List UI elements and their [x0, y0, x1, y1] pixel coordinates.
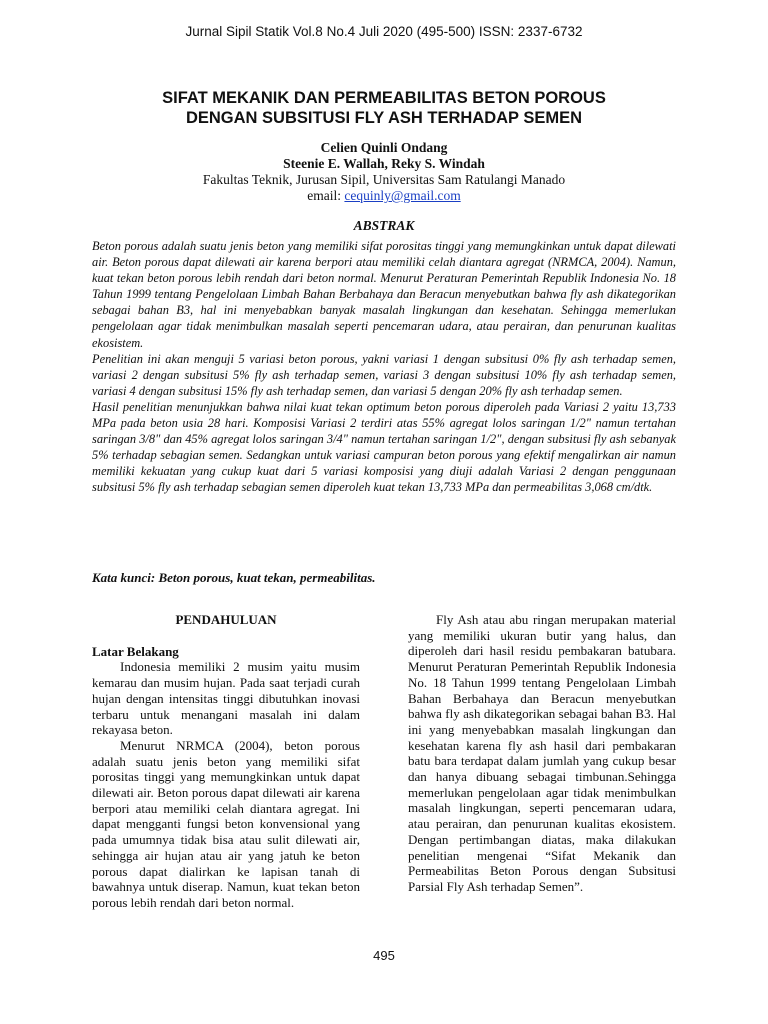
paper-title: [90, 88, 678, 128]
abstract-paragraph-2: Penelitian ini akan menguji 5 variasi beton porous, yakni variasi 1 dengan subsitusi 0% fly ash terhadap semen, variasi 2 dengan subsitusi 5% fly ash terhadap semen, variasi 3 dengan subsitusi 10% fly ash terhadap semen, variasi 4 dengan subsitusi 15% fly ash terhadap semen, dan variasi 5 dengan 20% fly ash terhadap semen.: [92, 351, 676, 398]
abstract-paragraph-1: Beton porous adalah suatu jenis beton yang memiliki sifat porositas tinggi yang memungkinkan untuk dapat dilewati air. Beton porous dapat dilewati air karena berpori atau memiliki celah diantara agregat (NRMCA, 2004). Namun, kuat tekan beton porous lebih rendah dari beton normal. Menurut Peraturan Pemerintah Republik Indonesia No. 18 Tahun 1999 tentang Pengelolaan Limbah Bahan Berbahaya dan Beracun menyebutkan bahwa fly ash dikategorikan sebagai bahan B3, hal ini menyebabkan banyak masalah lingkungan dan kesehatan. Sehingga memerlukan pengelolaan agar tidak menimbulkan masalah seperti pencemaran udara, atau perairan, dan penurunan kualitas ekosistem.: [92, 239, 676, 350]
abstract-heading: ABSTRAK: [353, 218, 415, 233]
body-paragraph-right-1: Fly Ash atau abu ringan merupakan material yang memiliki ukuran butir yang halus, dan diperoleh dari hasil residu pembakaran batubara. Menurut Peraturan Pemerintah Republik Indonesia No. 18 Tahun 1999 tentang Pengelolaan Limbah Bahan Berbahaya dan Beracun menyebutkan bahwa fly ash dikategorikan sebagai bahan B3. Hal ini yang menyebabkan masalah lingkungan dan kesehatan karena fly ash hasil dari pembakaran batu bara terdapat dalam jumlah yang cukup besar dan hanya dibuang sebagai timbunan.Sehingga memerlukan pengelolaan agar tidak menimbulkan masalah lingkungan, seperti pencemaran udara, atau perairan, dan penurunan kualitas ekosistem. Dengan pertimbangan diatas, maka dilakukan penelitian mengenai “Sifat Mekanik dan Permeabilitas Beton Porous dengan Subsitusi Parsial Fly Ash terhadap Semen”.: [408, 612, 676, 894]
email-line: [0, 188, 768, 204]
title-line-2: DENGAN SUBSITUSI FLY ASH TERHADAP SEMEN: [185, 109, 583, 127]
body-paragraph-left-1: Indonesia memiliki 2 musim yaitu musim kemarau dan musim hujan. Pada saat terjadi curah hujan dengan intensitas tinggi dibutuhkan inovasi terbaru untuk menangani masalah ini dalam rekayasa beton.: [92, 659, 360, 738]
affiliation: Fakultas Teknik, Jurusan Sipil, Universitas Sam Ratulangi Manado: [202, 172, 566, 187]
journal-header: Jurnal Sipil Statik Vol.8 No.4 Juli 2020 (495-500) ISSN: 2337-6732: [185, 24, 583, 39]
email-label: email:: [307, 188, 345, 203]
page-number: 495: [373, 948, 395, 963]
title-line-1: SIFAT MEKANIK DAN PERMEABILITAS BETON POROUS: [162, 89, 606, 107]
keywords: Kata kunci: Beton porous, kuat tekan, permeabilitas.: [92, 570, 376, 585]
left-column: [92, 612, 360, 911]
subsection-heading: Latar Belakang: [92, 643, 179, 659]
section-heading: PENDAHULUAN: [175, 612, 277, 627]
author-coauthors: Steenie E. Wallah, Reky S. Windah: [283, 156, 485, 171]
author-primary: Celien Quinli Ondang: [320, 140, 448, 155]
email-link[interactable]: cequinly@gmail.com: [344, 188, 461, 203]
author-block: [0, 140, 768, 204]
abstract-paragraph-3: Hasil penelitian menunjukkan bahwa nilai kuat tekan optimum beton porous diperoleh pada Variasi 2 yaitu 13,733 MPa pada beton usia 28 hari. Komposisi Variasi 2 terdiri atas 55% agregat lolos saringan 1/2" namun tertahan saringan 3/8" dan 45% agregat lolos saringan 3/4" namun tertahan saringan 1/2", dengan subsitusi fly ash sebanyak 5% terhadap sebagian semen. Sedangkan untuk variasi campuran beton porous yang efektif mengalirkan air namun memiliki kekuatan yang cukup kuat dari 5 variasi komposisi yang diuji adalah Variasi 2 dengan penggunaan subsitusi 5% fly ash terhadap sebagian semen diperoleh kuat tekan 13,733 MPa dan permeabilitas 3,068 cm/dtk.: [92, 399, 676, 495]
abstract-body: [92, 238, 676, 496]
right-column: [408, 612, 676, 895]
body-paragraph-left-2: Menurut NRMCA (2004), beton porous adalah suatu jenis beton yang memiliki sifat porositas tinggi yang memungkinkan untuk dapat dilewati air. Beton porous dapat dilewati air karena berpori atau memiliki celah diantara agregat. Ini dapat mengganti fungsi beton konvensional yang pada umumnya tidak bisa atau sulit dilewati air, sehingga air hujan atau air yang jatuh ke beton porous dapat dialirkan ke lapisan tanah di bawahnya untuk diserap. Namun, kuat tekan beton porous lebih rendah dari beton normal.: [92, 737, 360, 910]
